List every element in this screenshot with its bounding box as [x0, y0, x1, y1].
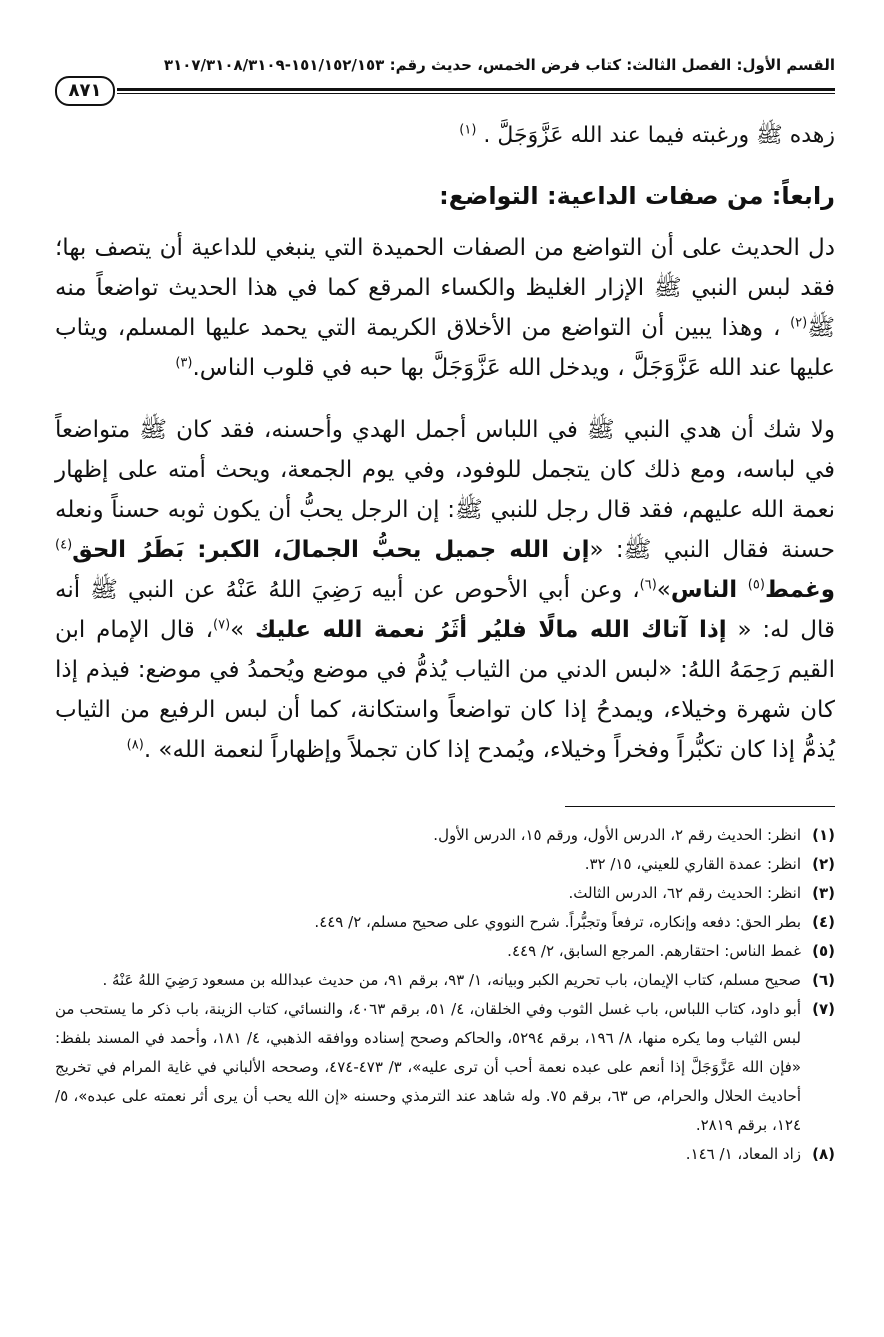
footnote-number: (٥) [812, 942, 835, 960]
footnote [55, 937, 835, 966]
footnote-number: (٣) [812, 884, 835, 902]
header-rule [117, 88, 835, 94]
footnote [55, 821, 835, 850]
footnote-text: أبو داود، كتاب اللباس، باب غسل الثوب وفي الخلقان، ٤/ ٥١، برقم ٤٠٦٣، والنسائي، كتاب الزينة، باب ذكر ما يستحب من لبس الثياب وما يكره منها، ٨/ ١٩٦، برقم ٥٢٩٤، والحاكم وصحح إسناده ووافقه الذهبي، ٤/ ١٨١، وأحمد في المسند بلفظ: «فإن الله عَزَّوَجَلَّ إذا أنعم على عبده نعمة أحب أن ترى عليه»، ٣/ ٤٧٣-٤٧٤، وصححه الألباني في غاية المرام في تخريج أحاديث الحلال والحرام، ص ٦٣، برقم ٧٥. وله شاهد عند الترمذي وحسنه «إن الله يحب أن يرى أثر نعمته على عبده»، ٥/ ١٢٤، برقم ٢٨١٩. [55, 1000, 802, 1134]
footnote-divider [565, 806, 835, 807]
para2-text-5: ، قال الإمام ابن القيم رَحِمَهُ اللهُ: «لبس الدني من الثياب يُذمُّ في موضع ويُحمدُ في موضع: فيذم إذا كان شهرة وخيلاء، ويمدحُ إذا كان تواضعاً واستكانة، كما أن لبس الرفيع من الثياب يُذمُّ إذا كان تكبُّراً وفخراً وخيلاء، ويُمدح إذا كان تجملاً وإظهاراً لنعمة الله» . [55, 617, 835, 763]
running-title: القسم الأول: الفصل الثالث: كتاب فرض الخمس، حديث رقم: ١٥١/١٥٢/١٥٣-٣١٠٧/٣١٠٨/٣١٠٩ [163, 56, 835, 74]
footnote [55, 1140, 835, 1169]
footnote-number: (٧) [812, 1000, 835, 1018]
footnote-ref-6[interactable]: (٦) [639, 577, 657, 593]
footnote [55, 908, 835, 937]
footnote-text: بطر الحق: دفعه وإنكاره، ترفعاً وتجبُّراً. شرح النووي على صحيح مسلم، ٢/ ٤٤٩. [314, 913, 801, 931]
footnote-number: (٢) [812, 855, 835, 873]
footnote-ref-7[interactable]: (٧) [213, 617, 231, 633]
page-number: ٨٧١ [55, 76, 115, 106]
footnote-ref-1[interactable]: (١) [459, 122, 477, 138]
hadith-quote-1a: إن الله جميل يحبُّ الجمالَ، الكبر: بَطَرُ الحق [72, 537, 590, 563]
paragraph-humility [55, 228, 835, 388]
para1-text-1: دل الحديث على أن التواضع من الصفات الحميدة التي ينبغي للداعية أن يتصف بها؛ فقد لبس النبي ﷺ الإزار الغليظ والكساء المرقع كما في هذا الحديث تواضعاً منه ﷺ [55, 235, 835, 341]
footnote-ref-3[interactable]: (٣) [175, 355, 193, 371]
footnote-text: صحيح مسلم، كتاب الإيمان، باب تحريم الكبر وبيانه، ١/ ٩٣، برقم ٩١، من حديث عبدالله بن مسعود رَضِيَ اللهُ عَنْهُ . [102, 971, 801, 989]
footnote-number: (٦) [812, 971, 835, 989]
footnote [55, 995, 835, 1140]
footnote-text: غمط الناس: احتقارهم. المرجع السابق، ٢/ ٤٤٩. [507, 942, 801, 960]
hadith-quote-2: إذا آتاك الله مالًا فليُر أثَرُ نعمة الله عليك [255, 617, 727, 643]
footnote-text: انظر: عمدة القاري للعيني، ١٥/ ٣٢. [584, 855, 801, 873]
hadith-quote-1b: وغمط [764, 577, 835, 603]
footnote-ref-5[interactable]: (٥) [747, 577, 765, 593]
footnote-ref-4[interactable]: (٤) [55, 537, 73, 553]
footnote [55, 966, 835, 995]
para2-text-4: » [230, 617, 256, 643]
footnote-number: (١) [812, 826, 835, 844]
para2-text-1: ولا شك أن هدي النبي ﷺ في اللباس أجمل الهدي وأحسنه، فقد كان ﷺ متواضعاً في لباسه، ومع ذلك كان يتجمل للوفود، وفي يوم الجمعة، ويحث أمته على إظهار نعمة الله عليهم، فقد قال رجل للنبي ﷺ: إن الرجل يحبُّ أن يكون ثوبه حسناً ونعله حسنة فقال النبي ﷺ: « [55, 417, 835, 563]
footnote-text: انظر: الحديث رقم ٦٢، الدرس الثالث. [568, 884, 801, 902]
footnotes [55, 821, 835, 1169]
opening-text: زهده ﷺ ورغبته فيما عند الله عَزَّوَجَلَّ . [483, 123, 835, 148]
footnote-text: زاد المعاد، ١/ ١٤٦. [685, 1145, 801, 1163]
hadith-quote-1c: الناس [670, 577, 748, 603]
footnote-text: انظر: الحديث رقم ٢، الدرس الأول، ورقم ١٥، الدرس الأول. [433, 826, 801, 844]
footnote-ref-2[interactable]: (٢) [790, 315, 808, 331]
para2-text-3: ، وعن أبي الأحوص عن أبيه رَضِيَ اللهُ عَنْهُ عن النبي ﷺ أنه قال له: « [55, 577, 835, 643]
section-heading: رابعاً: من صفات الداعية: التواضع: [439, 182, 835, 210]
footnote-ref-8[interactable]: (٨) [126, 737, 144, 753]
page-header [55, 42, 835, 101]
opening-line [55, 116, 835, 156]
footnote [55, 850, 835, 879]
para2-text-2: » [656, 577, 671, 603]
para1-text-2: ، وهذا يبين أن التواضع من الأخلاق الكريمة التي يحمد عليها المسلم، ويثاب عليها عند الله عَزَّوَجَلَّ ، ويدخل الله عَزَّوَجَلَّ بها حبه في قلوب الناس. [55, 315, 835, 381]
footnote-number: (٤) [812, 913, 835, 931]
footnote [55, 879, 835, 908]
paragraph-clothing [55, 410, 835, 770]
book-page [55, 42, 835, 1312]
footnote-number: (٨) [812, 1145, 835, 1163]
